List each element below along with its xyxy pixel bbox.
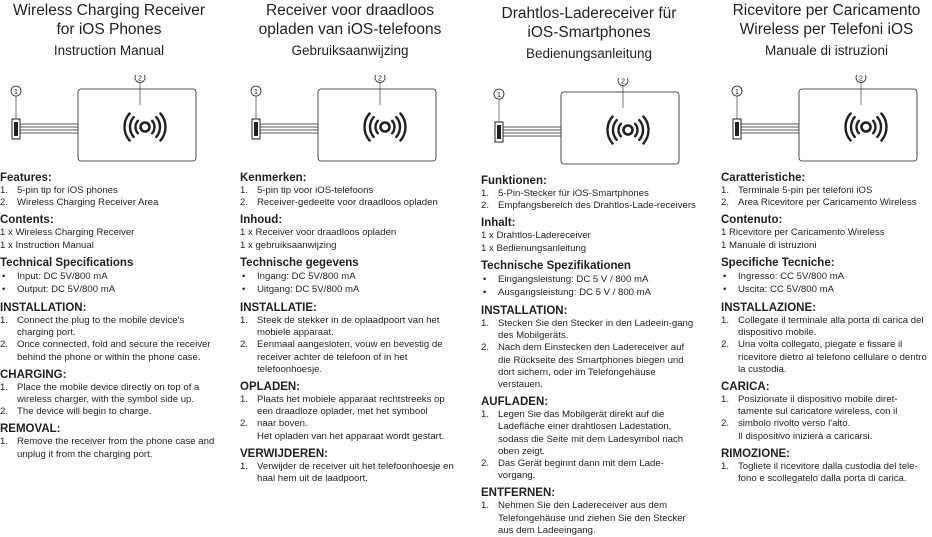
column-subtitle: Bedienungsanleitung	[525, 46, 653, 61]
section-heading: Technical Specifications	[0, 256, 134, 269]
item-number: 1.	[481, 318, 490, 329]
list-item-text: Terminale 5-pin per telefoni iOS	[738, 185, 873, 196]
section-heading: Funktionen:	[481, 175, 547, 187]
list-item-text: Togliete il ricevitore dalla custodia del tele-fono e scollegatelo dalla porta di carica.	[738, 460, 918, 485]
list-item	[721, 461, 932, 485]
content-line: 1 x Wireless Charging Receiver	[0, 227, 135, 239]
section-heading: INSTALLAZIONE:	[721, 302, 816, 314]
item-number: 1.	[240, 315, 249, 326]
list-item-text: Verwijder de receiver uit het telefoonhoesje en haal hem uit de laadpoort.	[257, 460, 454, 485]
ribbon-cable	[260, 124, 318, 133]
list-item-text: Place the mobile device directly on top of a wireless charger, with the symbol side up.	[17, 381, 200, 406]
section	[721, 380, 932, 443]
list-item	[721, 339, 932, 376]
content-line: 1 Manuale di istruzioni	[721, 239, 817, 251]
list-item-text: Area Ricevitore per Caricamento Wireless	[738, 197, 917, 209]
list-item-text: 5-pin tip for iOS phones	[17, 185, 118, 196]
column-title: Ricevitore per Caricamento Wireless per Telefoni iOS	[732, 2, 921, 38]
section	[481, 174, 697, 212]
section-heading: Features:	[0, 172, 52, 184]
list-item-text: Empfangsbereich des Drahtlos-Lade-receivers	[498, 200, 696, 212]
numbered-list	[0, 185, 218, 209]
bullet-icon: •	[723, 270, 727, 282]
list-item-text: Output: DC 5V/800 mA	[17, 284, 116, 296]
callout-1	[494, 89, 504, 122]
svg-text:1: 1	[496, 90, 502, 99]
section-heading: Caratteristiche:	[721, 172, 806, 184]
section	[721, 447, 932, 485]
section-heading: RIMOZIONE:	[721, 447, 790, 460]
bullet-list	[481, 273, 697, 300]
section	[240, 380, 460, 443]
item-number: 1.	[240, 185, 249, 196]
receiver-illustration	[721, 71, 932, 171]
section	[0, 171, 218, 209]
list-item-text: Once connected, fold and secure the receiver behind the phone or within the phone case.	[17, 339, 211, 363]
item-number: 2.	[240, 197, 249, 209]
section	[0, 256, 218, 297]
list-item	[481, 318, 697, 342]
numbered-list	[721, 315, 932, 376]
item-number: 1.	[0, 185, 9, 196]
section	[721, 171, 932, 209]
list-item-text: 5-pin tip voor iOS-telefoons	[257, 185, 374, 196]
numbered-list	[240, 461, 460, 485]
item-number: 1.	[481, 188, 490, 199]
column-italian	[721, 0, 932, 487]
bullet-icon: •	[723, 284, 727, 296]
list-item-text: Collegate il terminale alla porta di carica del dispositivo mobile.	[738, 315, 924, 339]
list-item-text: Ausgangsleistung: DC 5 V / 800 mA	[498, 287, 652, 299]
numbered-list	[240, 394, 460, 443]
section	[481, 395, 697, 482]
list-item-text: Uscita: CC 5V/800 mA	[738, 284, 834, 296]
list-item-text: Posizionate il dispositivo mobile diret-tamente sul caricatore wireless, con il	[738, 394, 898, 418]
bullet-icon: •	[483, 287, 487, 299]
item-number: 1.	[481, 500, 490, 512]
section-heading: Technische Spezifikationen	[481, 259, 631, 272]
receiver-illustration	[0, 71, 218, 171]
svg-text:2: 2	[620, 78, 626, 86]
list-item-text: Uitgang: DC 5V/800 mA	[257, 284, 360, 296]
list-item	[481, 409, 697, 458]
section-heading: VERWIJDEREN:	[240, 447, 328, 460]
list-item-text: Eenmaal aangesloten, vouw en bevestig de receiver achter de telefoon of in het telefoonhoesje.	[257, 339, 443, 375]
section-heading: Inhalt:	[481, 217, 516, 230]
content-line: 1 x Receiver voor draadloos opladen	[240, 227, 397, 239]
numbered-list	[721, 394, 932, 443]
section	[0, 213, 218, 251]
column-sections	[721, 171, 932, 485]
section	[721, 213, 932, 251]
numbered-list	[721, 185, 932, 209]
plug-connector	[12, 119, 20, 139]
section-heading: ENTFERNEN:	[481, 487, 556, 500]
item-number: 2.	[721, 339, 730, 351]
section-heading: CARICA:	[721, 381, 770, 394]
bullet-icon: •	[2, 270, 6, 282]
item-number: 1.	[481, 409, 490, 421]
list-item	[0, 339, 218, 363]
list-item-text: Wireless Charging Receiver Area	[17, 197, 159, 209]
content-line: 1 x Bedienungsanleitung	[481, 242, 587, 254]
section	[240, 171, 460, 209]
section-heading: Contenuto:	[721, 214, 783, 227]
column-dutch	[240, 0, 460, 487]
list-item-text: Nach dem Einstecken den Ladereceiver auf die Rückseite des Smartphones biegen und dort sichern, oder im Telefongehäuse verstauen.	[498, 342, 685, 391]
section-heading: INSTALLATION:	[481, 305, 568, 317]
section-heading: Contents:	[0, 214, 54, 227]
svg-text:2: 2	[377, 75, 383, 83]
section	[0, 422, 218, 460]
list-item-text: Das Gerät beginnt dann mit dem Lade-vorgang.	[498, 458, 664, 482]
list-item	[481, 286, 697, 300]
item-number: 2.	[240, 418, 249, 430]
list-item	[0, 436, 218, 460]
section-heading: Kenmerken:	[240, 172, 307, 184]
item-number: 2.	[0, 406, 9, 418]
list-item	[481, 200, 697, 212]
callout-1	[732, 86, 742, 119]
list-item	[0, 185, 218, 197]
item-number: 2.	[481, 200, 490, 212]
numbered-list	[481, 500, 697, 537]
column-title: Wireless Charging Receiver for iOS Phones	[12, 2, 206, 38]
item-number: 1.	[721, 185, 730, 196]
column-english	[0, 0, 218, 487]
list-item	[0, 406, 218, 418]
item-number: 2.	[481, 342, 490, 354]
section	[0, 301, 218, 364]
receiver-card	[318, 89, 436, 161]
list-item	[240, 270, 460, 284]
list-item	[721, 283, 932, 297]
numbered-list	[481, 409, 697, 482]
section-heading: Specifiche Tecniche:	[721, 256, 835, 269]
list-item-text: The device will begin to charge.	[17, 406, 152, 418]
list-item	[240, 461, 460, 485]
column-subtitle: Gebruiksaanwijzing	[291, 43, 409, 58]
section-heading: OPLADEN:	[240, 381, 301, 394]
list-item-text: Input: DC 5V/800 mA	[17, 270, 108, 282]
list-item	[721, 197, 932, 209]
list-item	[240, 197, 460, 209]
bullet-icon: •	[483, 273, 487, 285]
column-title: Drahtlos-Ladereceiver für iOS-Smartphones	[501, 5, 677, 41]
content-line: 1 x Drahtlos-Ladereceiver	[481, 230, 591, 242]
bullet-icon: •	[2, 284, 6, 296]
column-german	[481, 0, 697, 536]
list-item	[721, 270, 932, 284]
list-item-text: Una volta collegato, piegate e fissare il ricevitore dietro al telefono cellulare o dentro la custodia.	[738, 339, 927, 375]
list-item	[0, 315, 218, 339]
list-item-text: Steek de stekker in de oplaadpoort van het mobiele apparaat.	[257, 315, 440, 339]
bullet-list	[721, 270, 932, 297]
receiver-illustration	[481, 74, 697, 174]
list-item	[240, 394, 460, 418]
svg-text:2: 2	[137, 75, 143, 83]
section-heading: Inhoud:	[240, 214, 283, 227]
list-item	[481, 500, 697, 537]
item-number: 2.	[240, 339, 249, 351]
section	[240, 213, 460, 251]
content-line: 1 x Instruction Manual	[0, 239, 94, 251]
list-item	[0, 270, 218, 284]
column-title: Receiver voor draadloos opladen van iOS-telefoons	[258, 2, 442, 38]
item-number: 2.	[481, 458, 490, 470]
list-item-text: Nehmen Sie den Ladereceiver aus dem Telefongehäuse und ziehen Sie den Stecker aus dem Ladeeingang.	[498, 500, 686, 536]
section-heading: INSTALLATION:	[0, 302, 87, 314]
list-item	[481, 188, 697, 200]
bullet-list	[0, 270, 218, 297]
item-number: 1.	[721, 460, 730, 472]
item-number: 1.	[721, 394, 730, 406]
ribbon-cable	[503, 127, 561, 136]
list-item-text: Stecken Sie den Stecker in den Ladeein-gang des Mobilgeräts.	[498, 318, 694, 342]
svg-text:1: 1	[253, 87, 259, 96]
list-item-text: Receiver-gedeelte voor draadloos opladen	[257, 197, 438, 209]
svg-text:1: 1	[734, 87, 740, 96]
section	[481, 304, 697, 391]
item-number: 1.	[0, 315, 9, 326]
list-item	[481, 273, 697, 287]
column-sections	[240, 171, 460, 485]
numbered-list	[721, 461, 932, 485]
callout-1	[11, 86, 21, 119]
list-item-text: Ingang: DC 5V/800 mA	[257, 270, 356, 282]
receiver-card	[799, 89, 917, 161]
item-number: 1.	[0, 381, 9, 393]
plug-connector	[495, 122, 503, 142]
plug-connector	[252, 119, 260, 139]
list-item	[240, 339, 460, 376]
item-number: 1.	[721, 315, 730, 326]
receiver-diagram	[481, 78, 701, 178]
content-line: 1 x gebruiksaanwijzing	[240, 239, 337, 251]
list-item	[240, 418, 460, 442]
ribbon-cable	[741, 124, 799, 133]
list-item	[240, 315, 460, 339]
item-number: 2.	[0, 339, 9, 351]
section-heading: REMOVAL:	[0, 423, 61, 436]
list-item	[721, 185, 932, 197]
plug-connector	[733, 119, 741, 139]
callout-1	[251, 86, 261, 119]
list-item	[240, 283, 460, 297]
column-sections	[481, 174, 697, 537]
section-heading: CHARGING:	[0, 368, 67, 381]
column-sections	[0, 171, 218, 461]
list-item	[481, 342, 697, 391]
list-item-text: simbolo rivolto verso l'alto. Il dispositivo inizierà a caricarsi.	[738, 418, 873, 442]
section	[481, 216, 697, 254]
list-item-text: Connect the plug to the mobile device’s charging port.	[17, 315, 185, 339]
item-number: 2.	[721, 418, 730, 430]
bullet-icon: •	[242, 270, 246, 282]
receiver-diagram	[240, 75, 460, 175]
list-item	[481, 458, 697, 482]
svg-text:2: 2	[858, 75, 864, 83]
section	[721, 256, 932, 297]
column-subtitle: Manuale di istruzioni	[764, 43, 889, 58]
svg-text:1: 1	[13, 87, 19, 96]
section-heading: AUFLADEN:	[481, 396, 549, 409]
section	[240, 447, 460, 485]
numbered-list	[240, 315, 460, 376]
item-number: 1.	[0, 436, 9, 448]
item-number: 2.	[0, 197, 9, 209]
list-item-text: 5-Pin-Stecker für iOS-Smartphones	[498, 188, 649, 199]
section-heading: Technische gegevens	[240, 256, 359, 269]
section	[481, 259, 697, 300]
list-item-text: Legen Sie das Mobilgerät direkt auf die Ladefläche einer drahtlosen Ladestation, sodass die Seite mit dem Ladesymbol nach oben zeigt.	[498, 409, 684, 457]
item-number: 1.	[240, 394, 249, 406]
receiver-diagram	[0, 75, 220, 175]
list-item	[721, 418, 932, 442]
list-item-text: Ingresso: CC 5V/800 mA	[738, 270, 845, 282]
numbered-list	[0, 315, 218, 364]
content-line: 1 Ricevitore per Caricamento Wireless	[721, 227, 885, 239]
item-number: 1.	[240, 460, 249, 472]
section	[0, 368, 218, 419]
receiver-illustration	[240, 71, 460, 171]
numbered-list	[0, 382, 218, 419]
list-item-text: naar boven. Het opladen van het apparaat wordt gestart.	[257, 418, 445, 442]
item-number: 2.	[721, 197, 730, 209]
list-item	[0, 283, 218, 297]
receiver-card	[561, 92, 679, 164]
ribbon-cable	[20, 124, 78, 133]
section	[240, 256, 460, 297]
section-heading: INSTALLATIE:	[240, 302, 317, 314]
bullet-list	[240, 270, 460, 297]
numbered-list	[481, 318, 697, 391]
section	[481, 486, 697, 537]
list-item	[240, 185, 460, 197]
section	[240, 301, 460, 376]
bullet-icon: •	[242, 284, 246, 296]
receiver-diagram	[721, 75, 932, 175]
numbered-list	[0, 436, 218, 460]
list-item-text: Plaats het mobiele apparaat rechtstreeks op een draadloze oplader, met het symbool	[257, 394, 445, 418]
section	[721, 301, 932, 376]
numbered-list	[240, 185, 460, 209]
list-item	[721, 315, 932, 339]
receiver-card	[78, 89, 196, 161]
list-item-text: Eingangsleistung: DC 5 V / 800 mA	[498, 273, 649, 285]
list-item-text: Remove the receiver from the phone case and unplug it from the charging port.	[17, 436, 215, 460]
list-item	[0, 382, 218, 406]
list-item	[721, 394, 932, 418]
column-subtitle: Instruction Manual	[53, 43, 165, 58]
list-item	[0, 197, 218, 209]
numbered-list	[481, 188, 697, 212]
